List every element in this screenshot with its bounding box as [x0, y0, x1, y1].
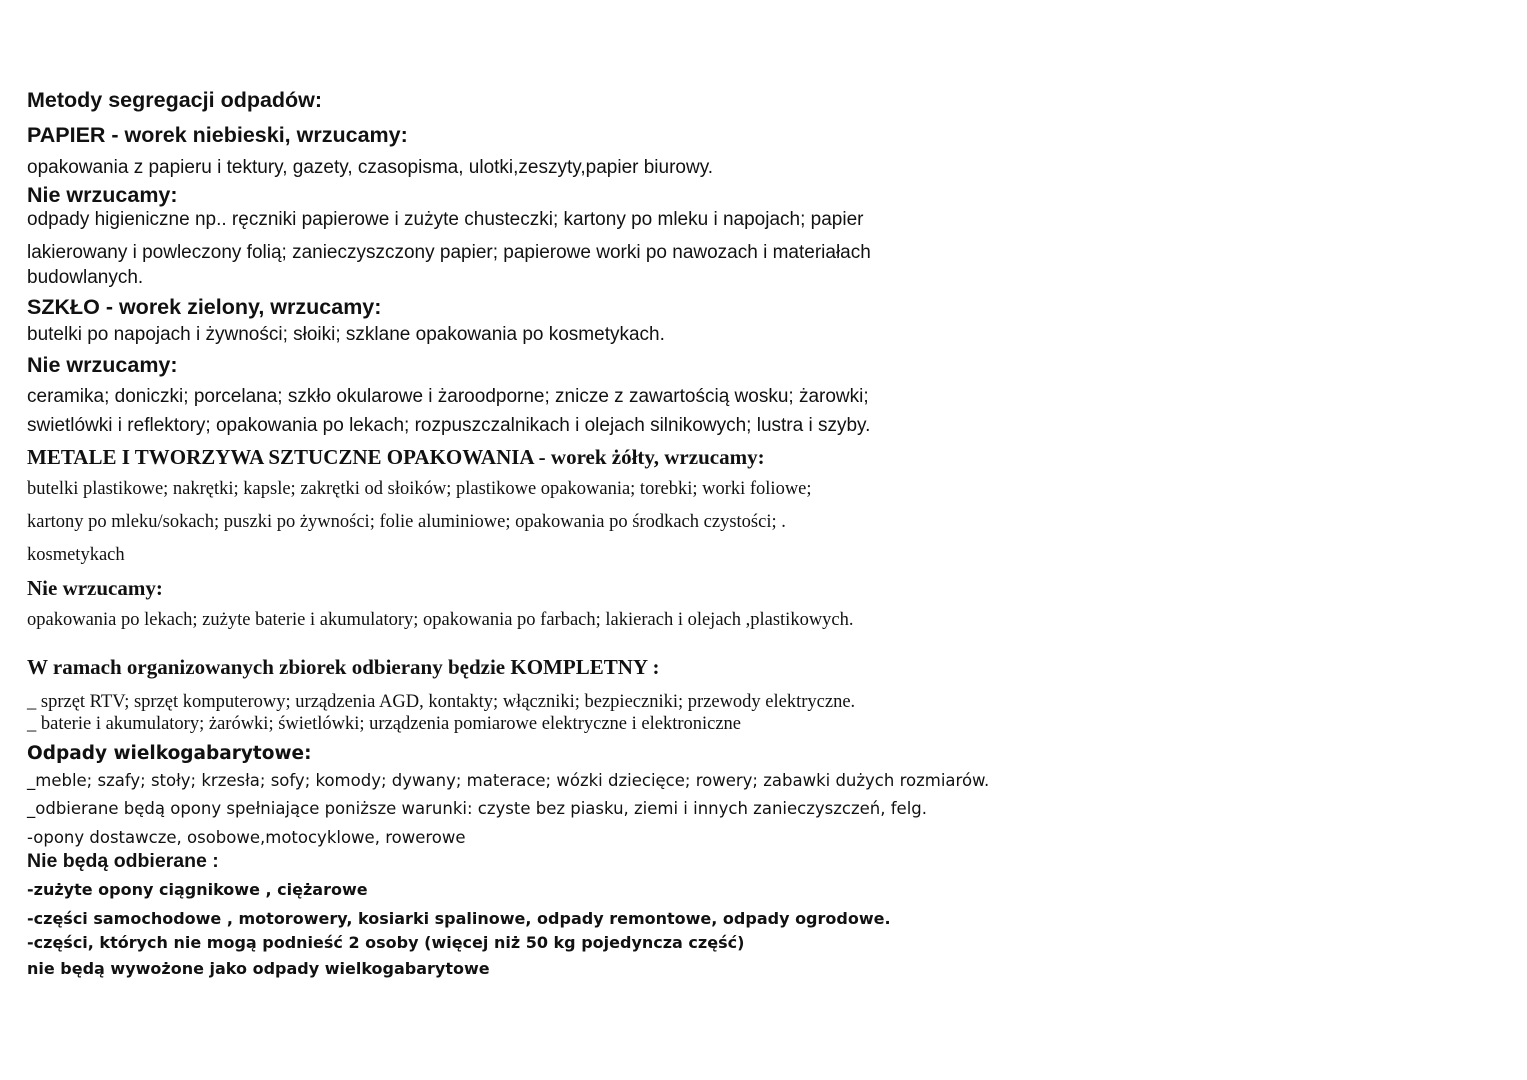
papier-yes-text: opakowania z papieru i tektury, gazety, czasopisma, ulotki,zeszyty,papier biurowy. [27, 157, 714, 178]
szklo-yes-text: butelki po napojach i żywności; słoiki; szklane opakowania po kosmetykach. [27, 324, 665, 345]
kompletny-heading: W ramach organizowanych zbiorek odbierany będzie KOMPLETNY : [27, 655, 660, 679]
nie-odbierane-line: -części samochodowe , motorowery, kosiarki spalinowe, odpady remontowe, odpady ogrodowe. [27, 909, 891, 928]
wielkogabarytowe-line: _odbierane będą opony spełniające poniższe warunki: czyste bez piasku, ziemi i innych zanieczyszczeń, felg. [27, 799, 927, 818]
papier-heading: PAPIER - worek niebieski, wrzucamy: [27, 123, 408, 147]
szklo-no-line: ceramika; doniczki; porcelana; szkło okularowe i żaroodporne; znicze z zawartością wosku; żarowki; [27, 386, 869, 407]
wielkogabarytowe-heading: Odpady wielkogabarytowe: [27, 743, 312, 764]
wielkogabarytowe-line: -opony dostawcze, osobowe,motocyklowe, rowerowe [27, 828, 466, 847]
nie-odbierane-line: nie będą wywożone jako odpady wielkogabarytowe [27, 959, 490, 978]
nie-odbierane-heading: Nie będą odbierane : [27, 850, 219, 872]
nie-odbierane-line: -części, których nie mogą podnieść 2 osoby (więcej niż 50 kg pojedyncza część) [27, 933, 745, 952]
papier-no-line: odpady higieniczne np.. ręczniki papierowe i zużyte chusteczki; kartony po mleku i napojach; papier [27, 209, 864, 230]
metale-no-line: opakowania po lekach; zużyte baterie i akumulatory; opakowania po farbach; lakierach i olejach ,plastikowych. [27, 610, 854, 630]
szklo-no-line: swietlówki i reflektory; opakowania po lekach; rozpuszczalnikach i olejach silnikowych; lustra i szyby. [27, 415, 871, 436]
kompletny-line: _ sprzęt RTV; sprzęt komputerowy; urządzenia AGD, kontakty; włączniki; bezpieczniki; przewody elektryczne. [27, 692, 856, 712]
metale-yes-line: kosmetykach [27, 545, 125, 565]
papier-no-line: budowlanych. [27, 267, 144, 288]
metale-yes-line: kartony po mleku/sokach; puszki po żywności; folie aluminiowe; opakowania po środkach czystości; . [27, 512, 786, 532]
papier-no-line: lakierowany i powleczony folią; zanieczyszczony papier; papierowe worki po nawozach i materiałach [27, 242, 871, 263]
papier-no-heading: Nie wrzucamy: [27, 183, 178, 207]
page-title: Metody segregacji odpadów: [27, 88, 323, 112]
metale-yes-line: butelki plastikowe; nakrętki; kapsle; zakrętki od słoików; plastikowe opakowania; torebki; worki foliowe; [27, 479, 812, 499]
metale-no-heading: Nie wrzucamy: [27, 576, 163, 600]
szklo-no-heading: Nie wrzucamy: [27, 353, 178, 377]
kompletny-line: _ baterie i akumulatory; żarówki; świetlówki; urządzenia pomiarowe elektryczne i elektroniczne [27, 714, 742, 734]
szklo-heading: SZKŁO - worek zielony, wrzucamy: [27, 295, 382, 319]
nie-odbierane-line: -zużyte opony ciągnikowe , ciężarowe [27, 880, 368, 899]
wielkogabarytowe-line: _meble; szafy; stoły; krzesła; sofy; komody; dywany; materace; wózki dziecięce; rowery; zabawki dużych rozmiarów. [27, 771, 990, 790]
metale-heading: METALE I TWORZYWA SZTUCZNE OPAKOWANIA - worek żółty, wrzucamy: [27, 445, 765, 469]
